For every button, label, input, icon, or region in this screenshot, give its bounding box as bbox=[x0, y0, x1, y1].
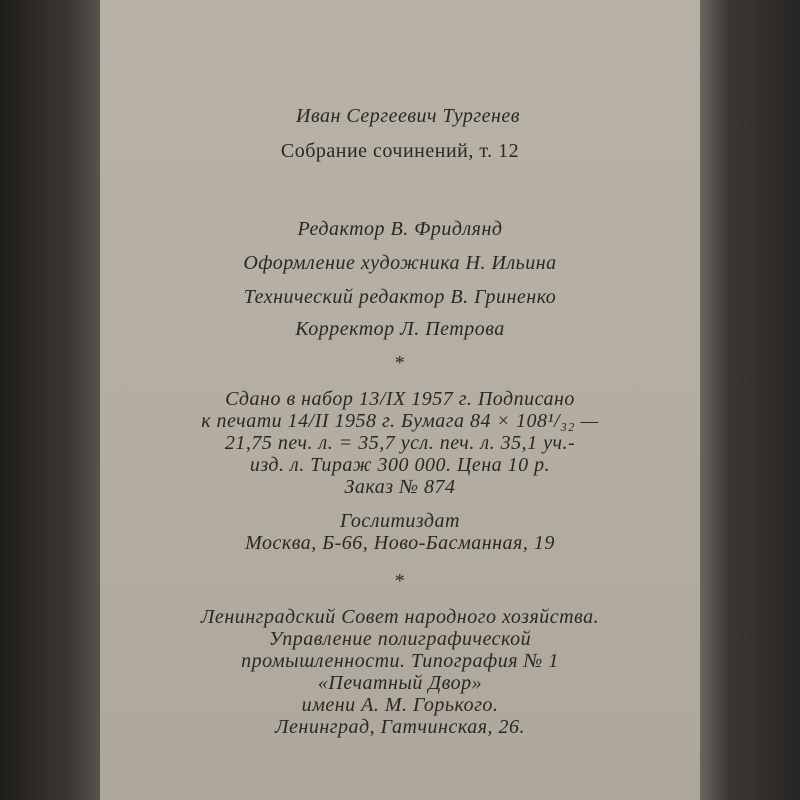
publisher-address: Москва, Б-66, Ново-Басманная, 19 bbox=[245, 532, 555, 554]
publisher-name: Гослитиздат bbox=[340, 510, 460, 532]
book-edge-right bbox=[698, 0, 800, 800]
author-line: Иван Сергеевич Тургенев bbox=[296, 105, 520, 127]
print-info-line: к печати 14/II 1958 г. Бумага 84 × 108¹/₃₂ — bbox=[201, 410, 599, 432]
printer-line: «Печатный Двор» bbox=[317, 672, 483, 694]
print-info-line: Сдано в набор 13/IX 1957 г. Подписано bbox=[225, 388, 575, 410]
order-number: Заказ № 874 bbox=[344, 476, 456, 498]
printer-line: промышленности. Типография № 1 bbox=[241, 650, 559, 672]
print-info-line: изд. л. Тираж 300 000. Цена 10 р. bbox=[249, 454, 551, 476]
credit-proofreader: Корректор Л. Петрова bbox=[295, 318, 505, 340]
separator-star: * bbox=[394, 570, 406, 592]
credit-designer: Оформление художника Н. Ильина bbox=[243, 252, 557, 274]
print-info-line: 21,75 печ. л. = 35,7 усл. печ. л. 35,1 уч.- bbox=[224, 432, 576, 454]
book-edge-left bbox=[0, 0, 100, 800]
credit-tech-editor: Технический редактор В. Гриненко bbox=[243, 286, 557, 308]
printer-line: Ленинградский Совет народного хозяйства. bbox=[200, 606, 600, 628]
credit-editor: Редактор В. Фридлянд bbox=[297, 218, 503, 240]
printer-line: Ленинград, Гатчинская, 26. bbox=[274, 716, 525, 738]
colophon-page bbox=[100, 0, 700, 800]
separator-star: * bbox=[394, 352, 406, 374]
printer-line: имени А. М. Горького. bbox=[301, 694, 499, 716]
series-line: Собрание сочинений, т. 12 bbox=[280, 140, 520, 162]
printer-line: Управление полиграфической bbox=[268, 628, 532, 650]
